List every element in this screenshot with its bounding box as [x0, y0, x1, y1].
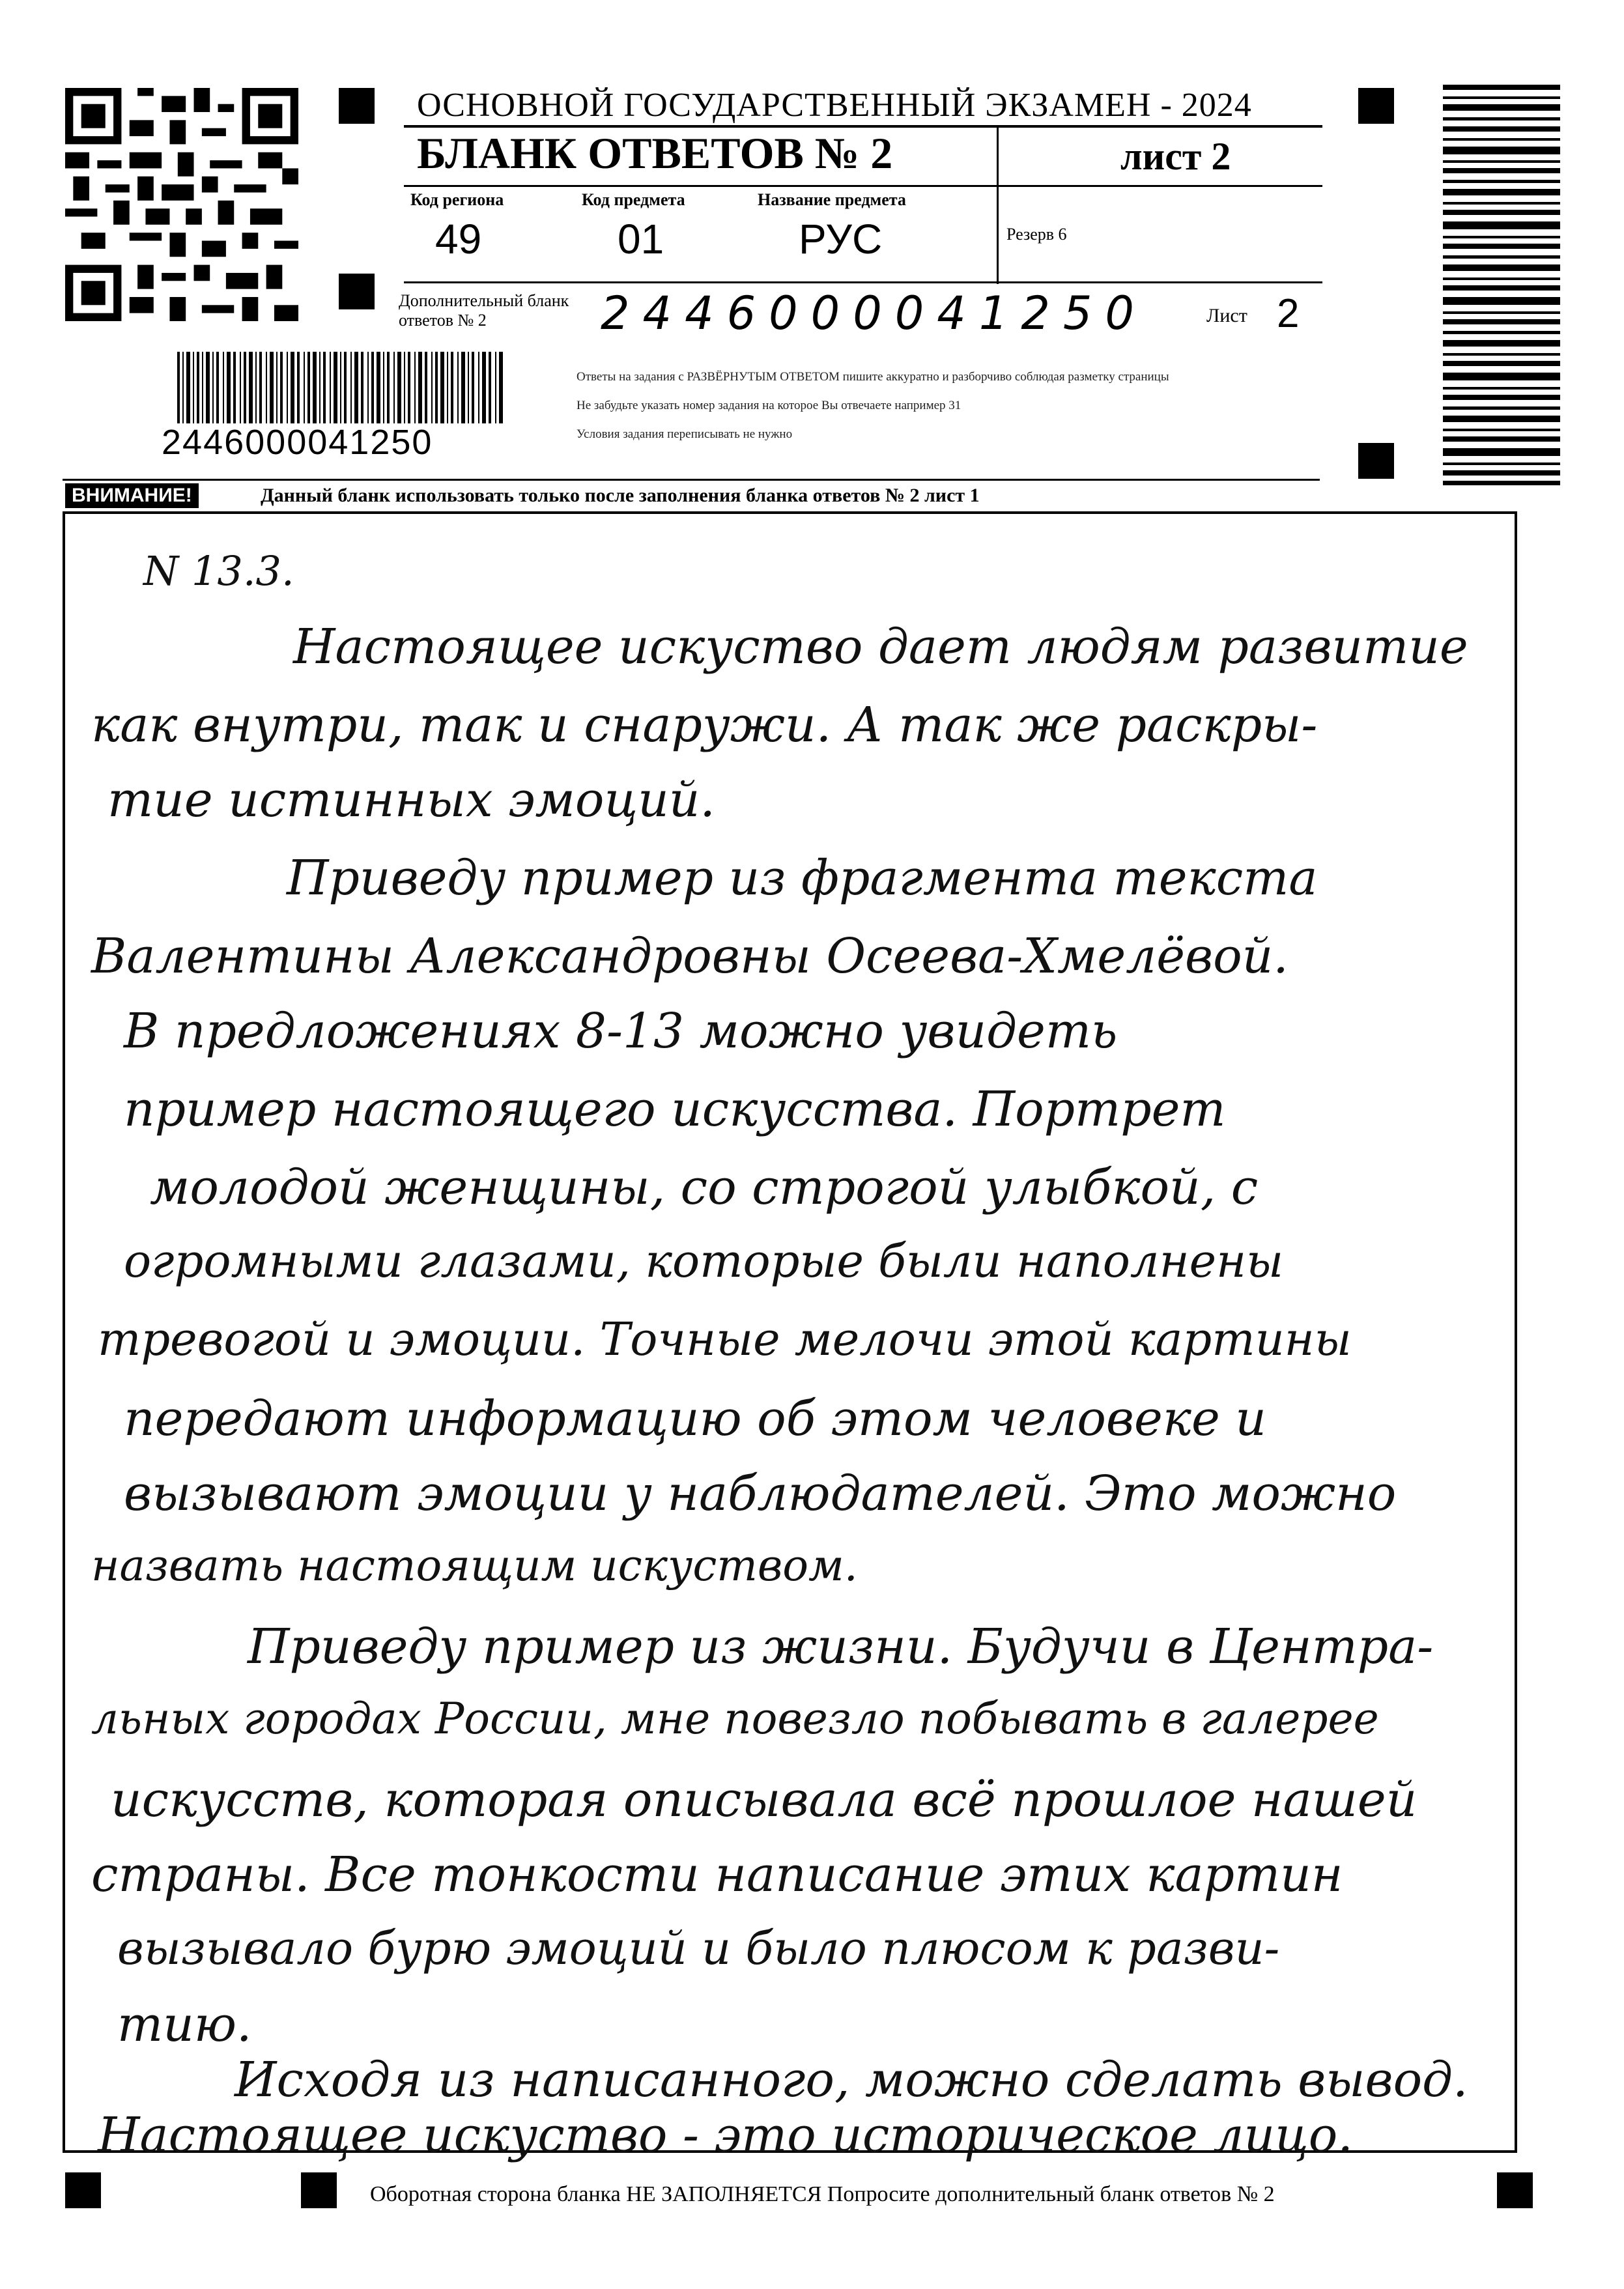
header-rule — [404, 281, 1322, 283]
answer-line: Настоящее искуство дает людям развитие — [293, 619, 1468, 675]
answer-line: Валентины Александровны Осеева-Хмелёвой. — [91, 928, 1289, 984]
alignment-marker — [1497, 2172, 1533, 2208]
alignment-marker — [301, 2172, 337, 2208]
side-barcode-icon — [1443, 85, 1560, 485]
answer-line: огромными глазами, которые были наполнены — [124, 1234, 1284, 1288]
answer-line: тию. — [117, 1997, 252, 2053]
alignment-marker — [339, 88, 375, 124]
instruction-note: Ответы на задания с РАЗВЁРНУТЫМ ОТВЕТОМ пишите аккуратно и разборчиво соблюдая разметку страницы — [577, 370, 1169, 384]
subject-code: 01 — [618, 216, 664, 263]
answer-line: вызывают эмоции у наблюдателей. Это можно — [124, 1466, 1397, 1522]
reserve-label: Резерв 6 — [1006, 225, 1067, 244]
instruction-note: Условия задания переписывать не нужно — [577, 427, 793, 441]
answer-line: как внутри, так и снаружи. А так же раскры- — [91, 697, 1318, 753]
subject-name: РУС — [799, 216, 883, 263]
warning-text: Данный бланк использовать только после заполнения бланка ответов № 2 лист 1 — [261, 485, 980, 506]
form-title: БЛАНК ОТВЕТОВ № 2 — [417, 128, 893, 178]
answer-line: молодой женщины, со строгой улыбкой, с — [150, 1159, 1259, 1216]
sheet-label: лист 2 — [1120, 135, 1231, 178]
answer-line: Исходя из написанного, можно сделать вывод. — [235, 2052, 1468, 2108]
region-code: 49 — [435, 216, 482, 263]
answer-line: Приведу пример из жизни. Будучи в Центра- — [248, 1619, 1434, 1675]
alignment-marker — [1358, 443, 1394, 479]
answer-line: Приведу пример из фрагмента текста — [287, 850, 1318, 906]
region-label: Код региона — [410, 190, 504, 209]
answer-line: льных городах России, мне повезло побывать в галерее — [91, 1694, 1379, 1744]
subject-code-label: Код предмета — [582, 190, 685, 209]
qr-code-icon — [65, 88, 298, 321]
answer-line: В предложениях 8-13 можно увидеть — [124, 1003, 1118, 1059]
answer-line: пример настоящего искусства. Портрет — [124, 1081, 1226, 1137]
answer-line: вызывало бурю эмоций и было плюсом к разви- — [117, 1922, 1280, 1975]
answer-line: тревогой и эмоции. Точные мелочи этой картины — [98, 1313, 1352, 1366]
exam-title: ОСНОВНОЙ ГОСУДАРСТВЕННЫЙ ЭКЗАМЕН - 2024 — [417, 87, 1252, 124]
answer-line: искусств, которая описывала всё прошлое нашей — [111, 1772, 1417, 1828]
barcode-number: 2446000041250 — [162, 423, 433, 462]
answer-line: страны. Все тонкости написание этих картин — [91, 1847, 1343, 1903]
header-rule — [404, 185, 1322, 187]
answer-line: назвать настоящим искуством. — [91, 1541, 858, 1591]
header-divider — [997, 128, 999, 284]
subject-name-label: Название предмета — [758, 190, 906, 209]
list-number: 2 — [1277, 291, 1300, 336]
answer-line: передают информацию об этом человеке и — [124, 1391, 1266, 1447]
instruction-note: Не забудьте указать номер задания на которое Вы отвечаете например 31 — [577, 399, 962, 412]
warning-badge: ВНИМАНИЕ! — [65, 483, 199, 508]
instruction-rule — [63, 479, 1320, 481]
alignment-marker — [1358, 88, 1394, 124]
additional-form-label: Дополнительный бланк ответов № 2 — [399, 291, 569, 330]
list-label: Лист — [1206, 305, 1247, 326]
barcode-icon — [177, 352, 503, 423]
additional-form-number: 2446000041250 — [601, 287, 1147, 340]
alignment-marker — [65, 2172, 101, 2208]
answer-line: N 13.3. — [143, 547, 294, 595]
answer-line: Настоящее искуство - это историческое лицо. — [98, 2107, 1353, 2163]
answer-line: тие истинных эмоций. — [107, 772, 715, 828]
alignment-marker — [339, 274, 375, 309]
footer-note: Оборотная сторона бланка НЕ ЗАПОЛНЯЕТСЯ Попросите дополнительный бланк ответов № 2 — [370, 2182, 1275, 2206]
